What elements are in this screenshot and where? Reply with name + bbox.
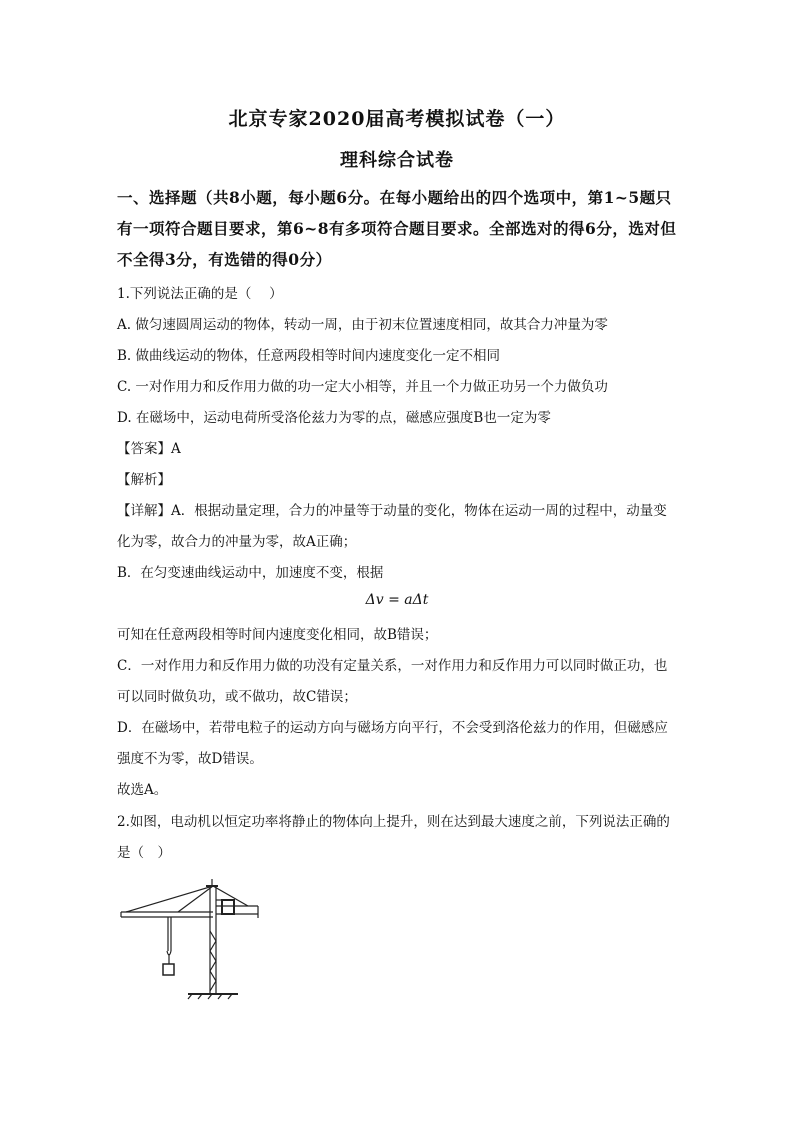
section-instructions-line-1: 一、选择题（共8小题，每小题6分。在每小题给出的四个选项中，第1~5题只 <box>117 188 672 207</box>
page-title: 北京专家2020届高考模拟试卷（一） <box>228 108 566 130</box>
tower-crane-diagram <box>118 876 278 1002</box>
question-1-detail-line: 强度不为零，故D错误。 <box>117 751 263 767</box>
question-1-equation: Δv = aΔt <box>365 592 429 608</box>
question-1-option-a: A. 做匀速圆周运动的物体，转动一周，由于初末位置速度相同，故其合力冲量为零 <box>117 317 608 333</box>
question-1-detail-line: 化为零，故合力的冲量为零，故A正确； <box>117 534 357 550</box>
page-subtitle: 理科综合试卷 <box>340 150 454 171</box>
question-1-option-c: C. 一对作用力和反作用力做的功一定大小相等，并且一个力做正功另一个力做负功 <box>117 379 608 395</box>
question-1-detail-line: 可以同时做负功，或不做功，故C错误； <box>117 689 357 705</box>
question-1-detail-line: C．一对作用力和反作用力做的功没有定量关系，一对作用力和反作用力可以同时做正功，也 <box>117 658 668 674</box>
question-1-detail-line: 【详解】A．根据动量定理，合力的冲量等于动量的变化，物体在运动一周的过程中，动量变 <box>117 503 667 519</box>
question-1-analysis-label: 【解析】 <box>117 472 171 488</box>
question-1-option-d: D. 在磁场中，运动电荷所受洛伦兹力为零的点，磁感应强度B也一定为零 <box>117 410 551 426</box>
question-2-stem-line-1: 2.如图，电动机以恒定功率将静止的物体向上提升，则在达到最大速度之前，下列说法正确的 <box>117 814 670 830</box>
question-1-stem: 1.下列说法正确的是（ ） <box>117 286 283 302</box>
section-instructions-line-2: 有一项符合题目要求，第6~8有多项符合题目要求。全部选对的得6分，选对但 <box>117 219 677 238</box>
section-instructions-line-3: 不全得3分，有选错的得0分） <box>117 250 332 269</box>
question-1-detail-line: B．在匀变速曲线运动中，加速度不变，根据 <box>117 565 384 581</box>
question-1-answer: 【答案】A <box>117 441 181 457</box>
question-1-option-b: B. 做曲线运动的物体，任意两段相等时间内速度变化一定不相同 <box>117 348 501 364</box>
question-1-conclusion: 故选A。 <box>117 782 168 798</box>
question-2-stem-line-2: 是（ ） <box>117 845 171 861</box>
question-1-detail-line: D．在磁场中，若带电粒子的运动方向与磁场方向平行，不会受到洛伦兹力的作用，但磁感应 <box>117 720 668 736</box>
question-1-detail-line: 可知在任意两段相等时间内速度变化相同，故B错误； <box>117 627 438 643</box>
